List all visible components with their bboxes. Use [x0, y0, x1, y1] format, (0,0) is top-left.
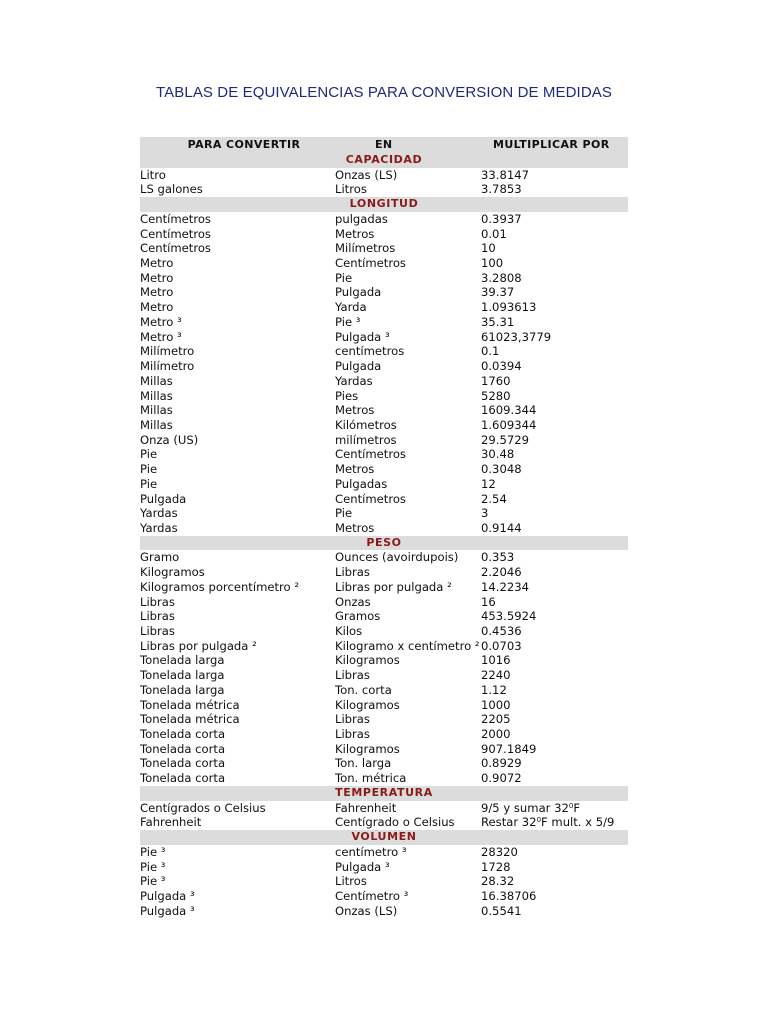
cell-from: Tonelada corta [140, 756, 226, 771]
cell-factor: 14.2234 [481, 579, 529, 594]
cell-from: Tonelada métrica [140, 697, 240, 712]
cell-to: centímetros [335, 344, 405, 359]
cell-factor: 0.9072 [481, 771, 522, 786]
table-row [140, 698, 628, 713]
header-factor: MULTIPLICAR POR [493, 138, 610, 151]
table-row [140, 227, 628, 242]
table-row [140, 521, 628, 536]
table-row [140, 330, 628, 345]
cell-from: Pie [140, 447, 158, 462]
cell-to: Centímetro ³ [335, 888, 409, 903]
cell-to: Pulgada ³ [335, 329, 390, 344]
cell-to: Centígrado o Celsius [335, 815, 455, 830]
cell-from: Onza (US) [140, 432, 199, 447]
cell-from: Tonelada corta [140, 741, 226, 756]
table-row [140, 889, 628, 904]
cell-factor: 30.48 [481, 447, 515, 462]
cell-factor: 2000 [481, 727, 511, 742]
table-row [140, 285, 628, 300]
cell-from: Metro [140, 256, 174, 271]
cell-to: Onzas (LS) [335, 903, 398, 918]
cell-from: Tonelada métrica [140, 712, 240, 727]
cell-from: Kilogramos [140, 565, 205, 580]
section-title: CAPACIDAD [345, 153, 423, 166]
cell-from: Pie ³ [140, 844, 166, 859]
cell-factor: 0.3937 [481, 211, 522, 226]
cell-to: Onzas (LS) [335, 167, 398, 182]
table-row [140, 389, 628, 404]
cell-factor: 907.1849 [481, 741, 537, 756]
cell-to: Litros [335, 874, 367, 889]
table-row [140, 815, 628, 830]
cell-from: Millas [140, 403, 173, 418]
table-row [140, 565, 628, 580]
table-row [140, 550, 628, 565]
cell-factor: 0.4536 [481, 624, 522, 638]
cell-to: milímetros [335, 432, 397, 447]
cell-from: Libras [140, 624, 175, 638]
cell-factor: 2240 [481, 668, 511, 683]
cell-from: Metro ³ [140, 329, 182, 344]
table-row [140, 300, 628, 315]
cell-to: Pie [335, 270, 353, 285]
table-row [140, 771, 628, 786]
cell-to: Ounces (avoirdupois) [335, 550, 459, 565]
table-body [140, 153, 628, 918]
cell-factor: 1.609344 [481, 417, 537, 432]
cell-to: Ton. corta [335, 682, 392, 697]
cell-factor: 3 [481, 506, 489, 521]
cell-from: Yardas [140, 506, 178, 521]
cell-to: Libras [335, 668, 370, 683]
cell-factor: 5280 [481, 388, 511, 403]
cell-from: Millas [140, 373, 173, 388]
cell-to: Pie ³ [335, 314, 361, 329]
cell-to: Kilómetros [335, 417, 397, 432]
table-row [140, 403, 628, 418]
table-row [140, 462, 628, 477]
cell-factor: 0.8929 [481, 756, 522, 771]
cell-to: Metros [335, 462, 375, 477]
conversion-table [140, 137, 628, 918]
table-row [140, 683, 628, 698]
table-row [140, 712, 628, 727]
cell-from: Centímetros [140, 211, 211, 226]
cell-to: Pulgada [335, 359, 382, 374]
cell-from: Metro [140, 300, 174, 315]
cell-to: Onzas [335, 594, 371, 609]
cell-factor: 1016 [481, 653, 511, 668]
cell-to: Yarda [335, 300, 367, 315]
table-row [140, 256, 628, 271]
table-row [140, 315, 628, 330]
cell-to: Metros [335, 520, 375, 535]
cell-from: Metro [140, 285, 174, 300]
table-row [140, 359, 628, 374]
cell-to: Kilogramos [335, 741, 400, 756]
table-row [140, 639, 628, 654]
table-row [140, 756, 628, 771]
section-title: PESO [366, 535, 402, 549]
cell-from: Pie [140, 462, 158, 477]
table-row [140, 168, 628, 183]
cell-from: Gramo [140, 550, 180, 565]
cell-from: Centímetros [140, 226, 211, 241]
cell-to: Yardas [335, 373, 373, 388]
cell-to: Metros [335, 403, 375, 418]
cell-from: Pulgada [140, 491, 187, 506]
cell-factor: Restar $32^0F$ mult. x 5/9 [481, 815, 615, 830]
cell-to: Pie [335, 506, 353, 521]
cell-from: Libras por pulgada ² [140, 638, 257, 653]
cell-to: Gramos [335, 609, 381, 624]
section-header-row [140, 536, 628, 551]
table-row [140, 492, 628, 507]
table-row [140, 904, 628, 919]
cell-to: Fahrenheit [335, 800, 397, 815]
cell-to: Kilogramos [335, 697, 400, 712]
cell-from: Pie ³ [140, 859, 166, 874]
section-title: VOLUMEN [351, 830, 417, 844]
table-row [140, 418, 628, 433]
table-row [140, 477, 628, 492]
cell-factor: 61023,3779 [481, 329, 552, 344]
cell-factor: 100 [481, 256, 504, 271]
cell-from: Pulgada ³ [140, 888, 195, 903]
cell-factor: 28.32 [481, 874, 515, 889]
cell-factor: 1000 [481, 697, 511, 712]
cell-from: Milímetro [140, 359, 195, 374]
cell-to: Pulgada [335, 285, 382, 300]
table-row [140, 668, 628, 683]
cell-from: Centímetros [140, 241, 211, 256]
header-to: EN [375, 138, 393, 151]
cell-from: Centígrados o Celsius [140, 800, 266, 815]
table-row [140, 447, 628, 462]
cell-factor: 0.0703 [481, 638, 522, 653]
table-row [140, 241, 628, 256]
cell-to: Ton. larga [335, 756, 392, 771]
cell-factor: 10 [481, 241, 496, 256]
cell-factor: 16 [481, 594, 496, 609]
cell-to: Kilogramo x centímetro ² [335, 638, 480, 653]
table-row [140, 742, 628, 757]
cell-to: Libras [335, 712, 370, 727]
cell-from: Tonelada larga [140, 653, 225, 668]
cell-to: Centímetros [335, 256, 406, 271]
cell-factor: 2.2046 [481, 565, 522, 580]
cell-from: Pie [140, 476, 158, 491]
section-header-row [140, 830, 628, 845]
cell-factor: 0.1 [481, 344, 500, 359]
table-row [140, 860, 628, 875]
cell-from: Pulgada ³ [140, 903, 195, 918]
cell-from: Millas [140, 417, 173, 432]
section-title: LONGITUD [349, 197, 419, 211]
cell-from: Milímetro [140, 344, 195, 359]
table-row [140, 874, 628, 889]
table-row [140, 182, 628, 197]
section-header-row [140, 197, 628, 212]
table-row [140, 609, 628, 624]
cell-factor: 0.01 [481, 226, 507, 241]
cell-factor: 28320 [481, 844, 518, 859]
table-header-row [140, 137, 628, 153]
section-header-row [140, 153, 628, 168]
cell-factor: 33.8147 [481, 167, 529, 182]
table-row [140, 506, 628, 521]
cell-from: Metro [140, 270, 174, 285]
table-row [140, 595, 628, 610]
cell-to: Libras por pulgada ² [335, 579, 452, 594]
cell-to: Milímetros [335, 241, 396, 256]
cell-from: Tonelada larga [140, 682, 225, 697]
cell-factor: 1728 [481, 859, 511, 874]
cell-to: pulgadas [335, 211, 388, 226]
cell-factor: 1.093613 [481, 300, 537, 315]
table-row [140, 801, 628, 816]
cell-factor: 3.7853 [481, 182, 522, 197]
table-row [140, 271, 628, 286]
cell-factor: 16.38706 [481, 888, 537, 903]
cell-factor: 35.31 [481, 314, 515, 329]
cell-factor: 0.0394 [481, 359, 522, 374]
table-row [140, 624, 628, 639]
cell-factor: 2205 [481, 712, 511, 727]
cell-from: Millas [140, 388, 173, 403]
page-title: TABLAS DE EQUIVALENCIAS PARA CONVERSION DE MEDIDAS [156, 84, 612, 101]
table-row [140, 344, 628, 359]
cell-from: Libras [140, 609, 175, 624]
cell-factor: 1609.344 [481, 403, 537, 418]
cell-factor: 2.54 [481, 491, 507, 506]
cell-factor: 0.5541 [481, 903, 522, 918]
cell-to: Pulgadas [335, 476, 388, 491]
cell-to: Pulgada ³ [335, 859, 390, 874]
cell-to: Ton. métrica [335, 771, 407, 786]
cell-to: Kilos [335, 624, 363, 638]
cell-from: Tonelada corta [140, 727, 226, 742]
header-from: PARA CONVERTIR [187, 138, 301, 151]
cell-factor: 9/5 y sumar $32^0F$ [481, 800, 581, 815]
table-row [140, 727, 628, 742]
cell-to: Centímetros [335, 491, 406, 506]
cell-from: Tonelada larga [140, 668, 225, 683]
cell-factor: 0.353 [481, 550, 515, 565]
cell-factor: 0.3048 [481, 462, 522, 477]
cell-from: Kilogramos porcentímetro ² [140, 579, 299, 594]
table-row [140, 580, 628, 595]
cell-factor: 453.5924 [481, 609, 537, 624]
cell-to: Kilogramos [335, 653, 400, 668]
cell-factor: 39.37 [481, 285, 515, 300]
cell-factor: 29.5729 [481, 432, 529, 447]
cell-to: centímetro ³ [335, 844, 407, 859]
cell-to: Libras [335, 727, 370, 742]
cell-from: Litro [140, 167, 166, 182]
section-title: TEMPERATURA [335, 785, 433, 799]
cell-to: Metros [335, 226, 375, 241]
table-row [140, 212, 628, 227]
cell-from: Fahrenheit [140, 815, 202, 830]
table-row [140, 374, 628, 389]
section-header-row [140, 786, 628, 801]
cell-to: Pies [335, 388, 359, 403]
cell-from: Libras [140, 594, 175, 609]
cell-from: LS galones [140, 182, 203, 197]
cell-factor: 1760 [481, 373, 511, 388]
cell-to: Libras [335, 565, 370, 580]
table-row [140, 653, 628, 668]
cell-from: Metro ³ [140, 314, 182, 329]
cell-from: Pie ³ [140, 874, 166, 889]
table-row [140, 845, 628, 860]
cell-from: Tonelada corta [140, 771, 226, 786]
cell-factor: 0.9144 [481, 520, 522, 535]
cell-from: Yardas [140, 520, 178, 535]
cell-to: Litros [335, 182, 367, 197]
cell-factor: 12 [481, 476, 496, 491]
cell-to: Centímetros [335, 447, 406, 462]
table-row [140, 433, 628, 448]
cell-factor: 3.2808 [481, 270, 522, 285]
cell-factor: 1.12 [481, 682, 507, 697]
